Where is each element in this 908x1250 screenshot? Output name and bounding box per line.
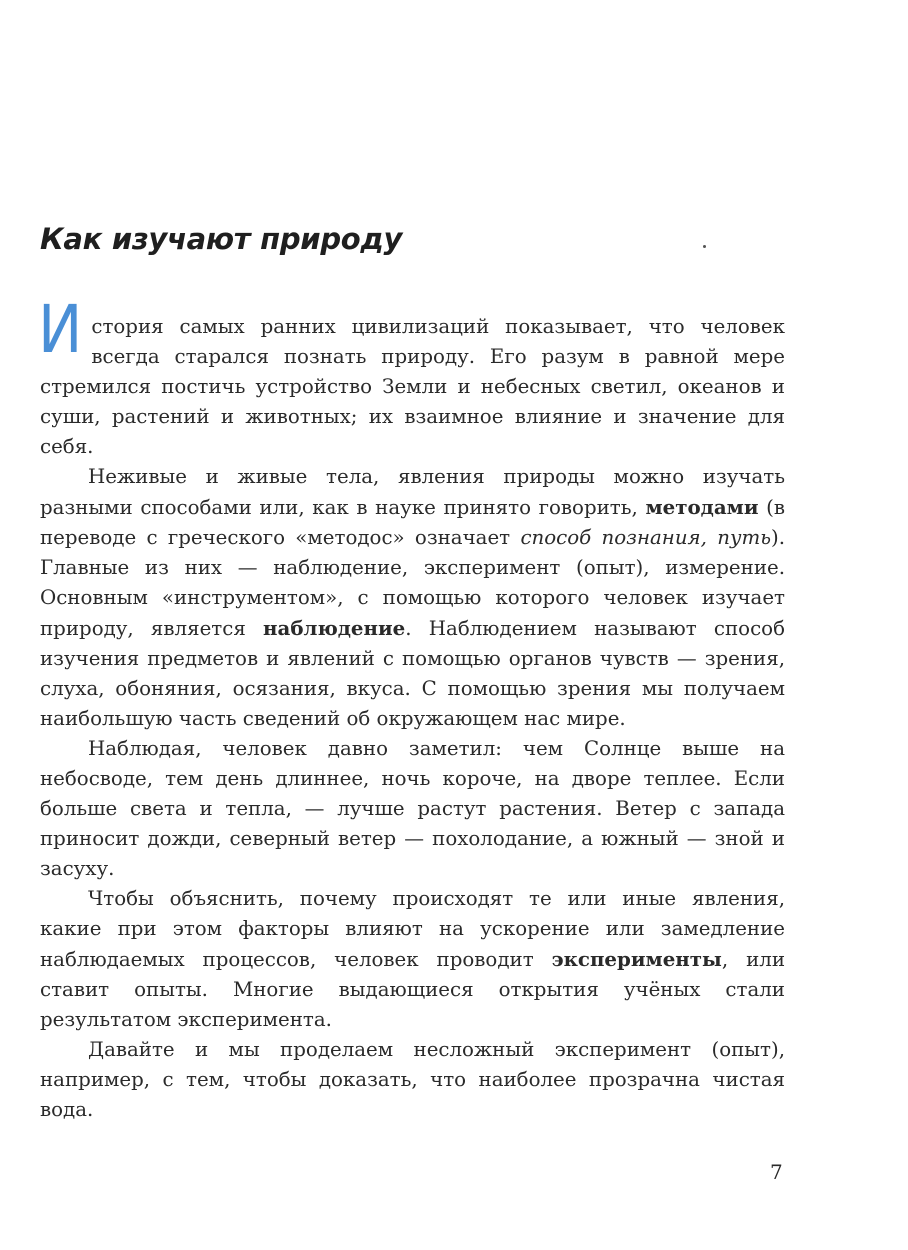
paragraph-2-text-a: Неживые и живые тела, явления природы можно изучать разными способами или, как в науке принято говорить, <box>40 465 785 519</box>
drop-cap-letter: И <box>38 291 83 368</box>
term-translation: способ познания, путь <box>520 526 771 549</box>
term-methods: методами <box>645 495 759 519</box>
term-observation: наблюдение <box>263 616 406 640</box>
section-heading: Как изучают природу <box>40 222 403 256</box>
term-experiments: эксперименты <box>551 947 722 971</box>
paragraph-4 <box>40 884 785 1035</box>
paragraph-5: Давайте и мы проделаем несложный эксперимент (опыт), например, с тем, чтобы доказать, что наиболее прозрачна чистая вода. <box>40 1038 785 1121</box>
paragraph-2-text-c: ). Главные из них — наблюдение, эксперимент (опыт), измерение. Основным «инструментом», с помощью которого человек изучает природу, является <box>40 526 785 640</box>
page-number: 7 <box>770 1160 783 1184</box>
paragraph-4-text-a: Чтобы объяснить, почему происходят те или иные явления, какие при этом факторы влияют на ускорение или замедление наблюдаемых процессов, человек проводит <box>40 887 785 971</box>
paragraph-1 <box>38 291 785 462</box>
paragraph-2 <box>40 462 785 734</box>
paragraph-4-text-b: , или ставит опыты. Многие выдающиеся открытия учёных стали результатом эксперимента. <box>40 948 786 1031</box>
paragraph-2-text-d: . Наблюдением называют способ изучения предметов и явлений с помощью органов чувств — зрения, слуха, обоняния, осязания, вкуса. С помощью зрения мы получаем наибольшую часть сведений об окружающем нас мире. <box>40 617 785 730</box>
body-text <box>38 291 786 1125</box>
textbook-page <box>40 0 785 1250</box>
paragraph-1-text: стория самых ранних цивилизаций показывает, что человек всегда старался познать природу. Его разум в равной мере стремился постичь устройство Земли и небесных светил, океанов и суши, растений и животных; их взаимное влияние и значение для себя. <box>40 315 785 458</box>
paragraph-2-text-b: (в переводе с греческого «методос» означает <box>40 496 785 549</box>
print-speck <box>703 245 706 248</box>
paragraph-3: Наблюдая, человек давно заметил: чем Солнце выше на небосводе, тем день длиннее, ночь короче, на дворе теплее. Если больше света и тепла, — лучше растут растения. Ветер с запада приносит дожди, северный ветер — похолодание, а южный — зной и засуху. <box>40 737 785 880</box>
